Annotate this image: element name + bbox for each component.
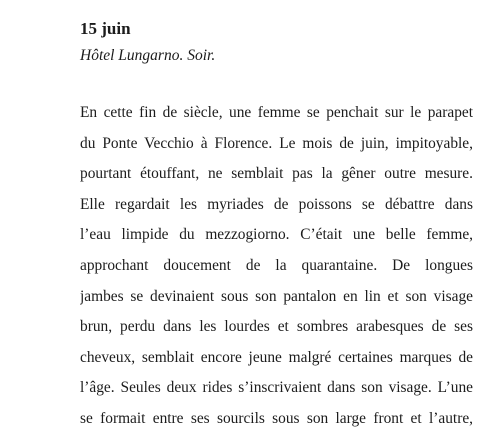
paragraph-line: Elle regardait les myriades de poissons se débattre dans (80, 195, 473, 213)
entry-date-heading: 15 juin (80, 19, 131, 38)
paragraph-line: brun, perdu dans les lourdes et sombres arabesques de ses (80, 318, 473, 336)
paragraph-line: l’eau limpide du mezzogiorno. C’était une belle femme, (80, 226, 473, 244)
paragraph-line: cheveux, semblait encore jeune malgré certaines marques de (80, 348, 473, 366)
entry-location-subtitle: Hôtel Lungarno. Soir. (80, 47, 216, 64)
paragraph-line: jambes se devinaient sous son pantalon en lin et son visage (80, 287, 473, 305)
paragraph-line: se formait entre ses sourcils sous son large front et l’autre, (80, 409, 473, 427)
paragraph-line: du Ponte Vecchio à Florence. Le mois de juin, impitoyable, (80, 134, 473, 152)
paragraph-line: l’âge. Seules deux rides s’inscrivaient dans son visage. L’une (80, 379, 473, 397)
paragraph-line: approchant doucement de la quarantaine. De longues (80, 256, 473, 274)
body-paragraph (80, 98, 473, 435)
paragraph-line: pourtant étouffant, ne semblait pas la gêner outre mesure. (80, 165, 473, 183)
paragraph-line: En cette fin de siècle, une femme se penchait sur le parapet (80, 104, 473, 121)
